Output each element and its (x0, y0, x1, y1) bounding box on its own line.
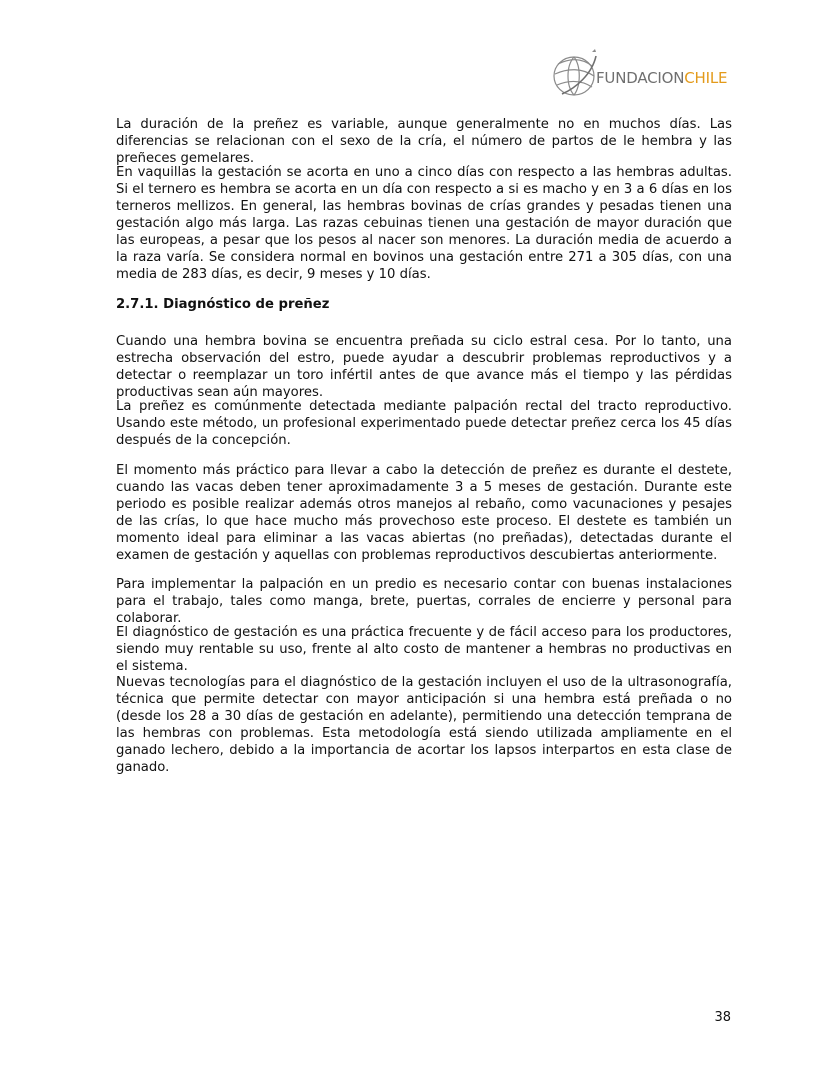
logo-wordmark-part-b: CHILE (684, 69, 728, 87)
paragraph-rectal-palpation: La preñez es comúnmente detectada mediante palpación rectal del tracto reproductivo. Usando este método, un profesional experimentado puede detectar preñez cerca los 45 días después de la concepción. (116, 399, 732, 448)
paragraph-cost-benefit: El diagnóstico de gestación es una práctica frecuente y de fácil acceso para los productores, siendo muy rentable su uso, frente al alto costo de mantener a hembras no productivas en el sistema. (116, 625, 732, 674)
paragraph-heifer-gestation: En vaquillas la gestación se acorta en uno a cinco días con respecto a las hembras adultas. Si el ternero es hembra se acorta en un día con respecto a si es macho y en 3 a 6 días en los terneros mellizos. En general, las hembras bovinas de crías grandes y pesadas tienen una gestación algo más larga. Las razas cebuinas tienen una gestación de mayor duración que las europeas, a pesar que los pesos al nacer son menores. La duración media de acuerdo a la raza varía. Se considera normal en bovinos una gestación entre 271 a 305 días, con una media de 283 días, es decir, 9 meses y 10 días. (116, 165, 732, 282)
document-body (116, 116, 732, 775)
logo-wordmark-part-a: FUNDACION (596, 69, 685, 87)
paragraph-pregnancy-duration: La duración de la preñez es variable, aunque generalmente no en muchos días. Las diferencias se relacionan con el sexo de la cría, el número de partos de le hembra y las preñeces gemelares. (116, 117, 732, 166)
fundacion-chile-logo (548, 44, 738, 100)
paragraph-ultrasonography: Nuevas tecnologías para el diagnóstico de la gestación incluyen el uso de la ultrasonografía, técnica que permite detectar con mayor anticipación si una hembra está preñada o no (desde los 28 a 30 días de gestación en adelante), permitiendo una detección temprana de las hembras con problemas. Esta metodología está siendo utilizada ampliamente en el ganado lechero, debido a la importancia de acortar los lapsos interpartos en esta clase de ganado. (116, 675, 732, 775)
logo-wordmark (596, 71, 727, 86)
section-heading: 2.7.1. Diagnóstico de preñez (116, 297, 330, 312)
paragraph-weaning-detection: El momento más práctico para llevar a cabo la detección de preñez es durante el destete, cuando las vacas deben tener aproximadamente 3 a 5 meses de gestación. Durante este periodo es posible realizar además otros manejos al rebaño, como vacunaciones y pesajes de las crías, lo que hace mucho más provechoso este proceso. El destete es también un momento ideal para eliminar a las vacas abiertas (no preñadas), detectadas durante el examen de gestación y aquellas con problemas reproductivos descubiertas anteriormente. (116, 463, 732, 563)
page-number: 38 (714, 1010, 731, 1025)
paragraph-facilities: Para implementar la palpación en un predio es necesario contar con buenas instalaciones para el trabajo, tales como manga, brete, puertas, corrales de encierre y personal para colaborar. (116, 577, 732, 626)
paragraph-estrous-cycle: Cuando una hembra bovina se encuentra preñada su ciclo estral cesa. Por lo tanto, una estrecha observación del estro, puede ayudar a descubrir problemas reproductivos y a detectar o reemplazar un toro infértil antes de que avance más el tiempo y las pérdidas productivas sean aún mayores. (116, 334, 732, 400)
